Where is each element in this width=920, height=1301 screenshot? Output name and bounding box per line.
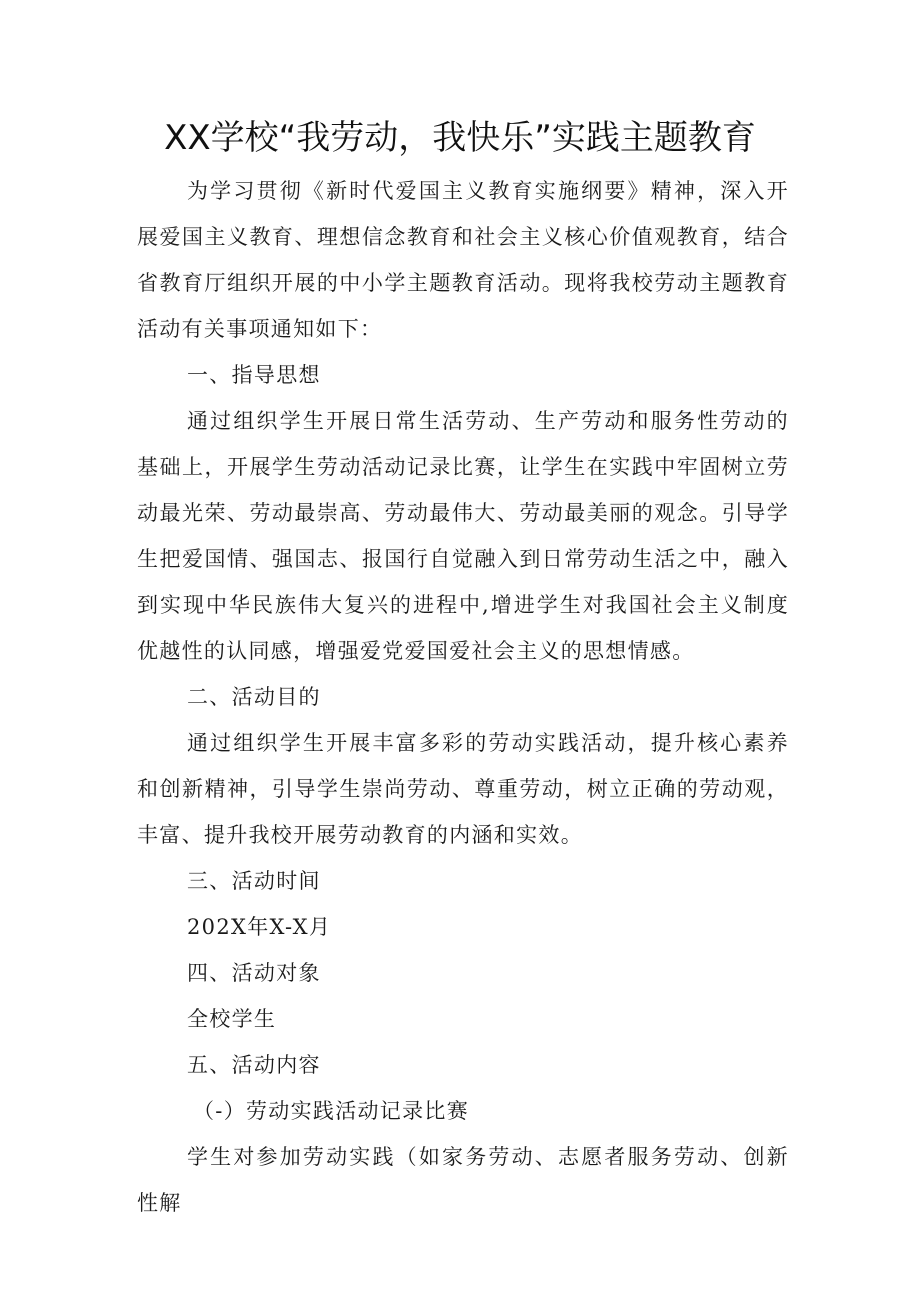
section-3-value: 202X年X-X月 (187, 915, 332, 939)
section-1-heading: 一、指导思想 (187, 363, 321, 387)
section-2-heading: 二、活动目的 (187, 685, 321, 709)
section-5-subheading: （-）劳动实践活动记录比赛 (193, 1099, 469, 1123)
section-2-paragraph: 通过组织学生开展丰富多彩的劳动实践活动，提升核心素养和创新精神，引导学生崇尚劳动、尊重劳动，树立正确的劳动观，丰富、提升我校开展劳动教育的内涵和实效。 (137, 731, 789, 847)
section-4-value: 全校学生 (187, 1007, 277, 1031)
section-5-paragraph: 学生对参加劳动实践（如家务劳动、志愿者服务劳动、创新性解 (137, 1145, 789, 1215)
document-title: XX学校“我劳动，我快乐”实践主题教育 (164, 118, 756, 158)
section-4-heading: 四、活动对象 (187, 961, 321, 985)
section-5-heading: 五、活动内容 (187, 1053, 321, 1077)
intro-paragraph: 为学习贯彻《新时代爱国主义教育实施纲要》精神，深入开展爱国主义教育、理想信念教育和社会主义核心价值观教育，结合省教育厅组织开展的中小学主题教育活动。现将我校劳动主题教育活动有关事项通知如下： (137, 179, 789, 341)
document-body (137, 168, 789, 1226)
section-3-heading: 三、活动时间 (187, 869, 321, 893)
section-1-paragraph: 通过组织学生开展日常生活劳动、生产劳动和服务性劳动的基础上，开展学生劳动活动记录比赛，让学生在实践中牢固树立劳动最光荣、劳动最崇高、劳动最伟大、劳动最美丽的观念。引导学生把爱国情、强国志、报国行自觉融入到日常劳动生活之中，融入到实现中华民族伟大复兴的进程中,增进学生对我国社会主义制度优越性的认同感，增强爱党爱国爱社会主义的思想情感。 (137, 409, 789, 663)
